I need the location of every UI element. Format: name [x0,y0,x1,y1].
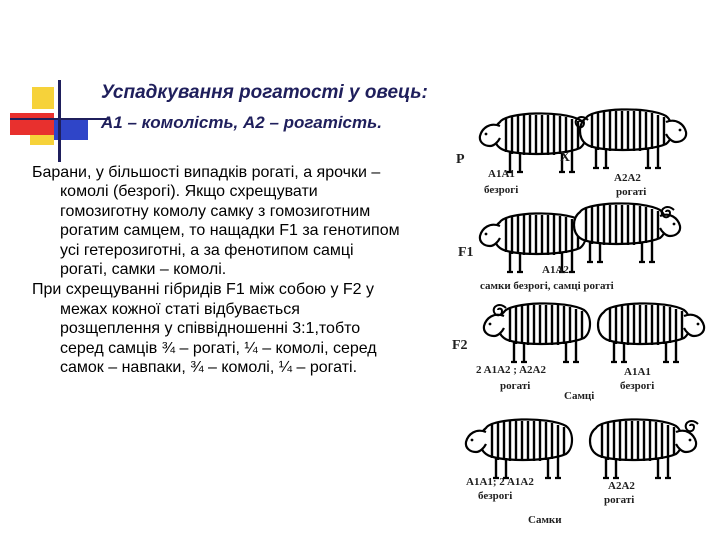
f2-female-right-phenotype: рогаті [604,494,635,506]
generation-f2-label: F2 [452,338,468,353]
f2-females-caption: Самки [528,514,562,526]
cross-sign: X [560,150,571,165]
corner-decoration [0,0,110,170]
f2-male-right-genotype: A1A1 [624,366,651,378]
f2-male-left-phenotype: рогаті [500,380,531,392]
sheep-illustrations [448,100,710,530]
f1-genotype: A1A2 [542,264,569,276]
title-line-1: Успадкування рогатості у овець: [101,82,428,103]
parent-female-genotype: A1A1 [488,168,515,180]
paragraph-2: При схрещуванні гібридів F1 між собою у F2 у межах кожної статі відбувається розщеплення у співвідношенні 3:1,тобто серед самців ¾ – рогаті, ¼ – комолі, серед самок – навпаки, ¾ – комолі, ¼ – рогаті. [32,281,377,377]
body-text [32,163,402,378]
f1-caption: самки безрогі, самці рогаті [480,280,614,292]
f2-female-left-genotype: A1A1; 2 A1A2 [466,476,534,488]
parent-male-genotype: A2A2 [614,172,641,184]
f2-female-left-phenotype: безрогі [478,490,513,502]
f2-male-right-phenotype: безрогі [620,380,655,392]
paragraph-1: Барани, у більшості випадків рогаті, а ярочки – комолі (безрогі). Якщо схрещувати гомозиготну комолу самку з гомозиготним рогатим самцем, то нащадки F1 за генотипом усі гетерозиготні, а за фенотипом самці рогаті, самки – комолі. [32,164,400,279]
f2-female-right-genotype: A2A2 [608,480,635,492]
f2-males-caption: Самці [564,390,595,402]
inheritance-diagram [448,100,710,530]
generation-f1-label: F1 [458,245,474,260]
f2-male-left-genotype: 2 A1A2 ; A2A2 [476,364,546,376]
parent-female-phenotype: безрогі [484,184,519,196]
generation-p-label: P [456,152,465,167]
parent-male-phenotype: рогаті [616,186,647,198]
title-line-2: А1 – комолість, А2 – рогатість. [101,113,382,132]
